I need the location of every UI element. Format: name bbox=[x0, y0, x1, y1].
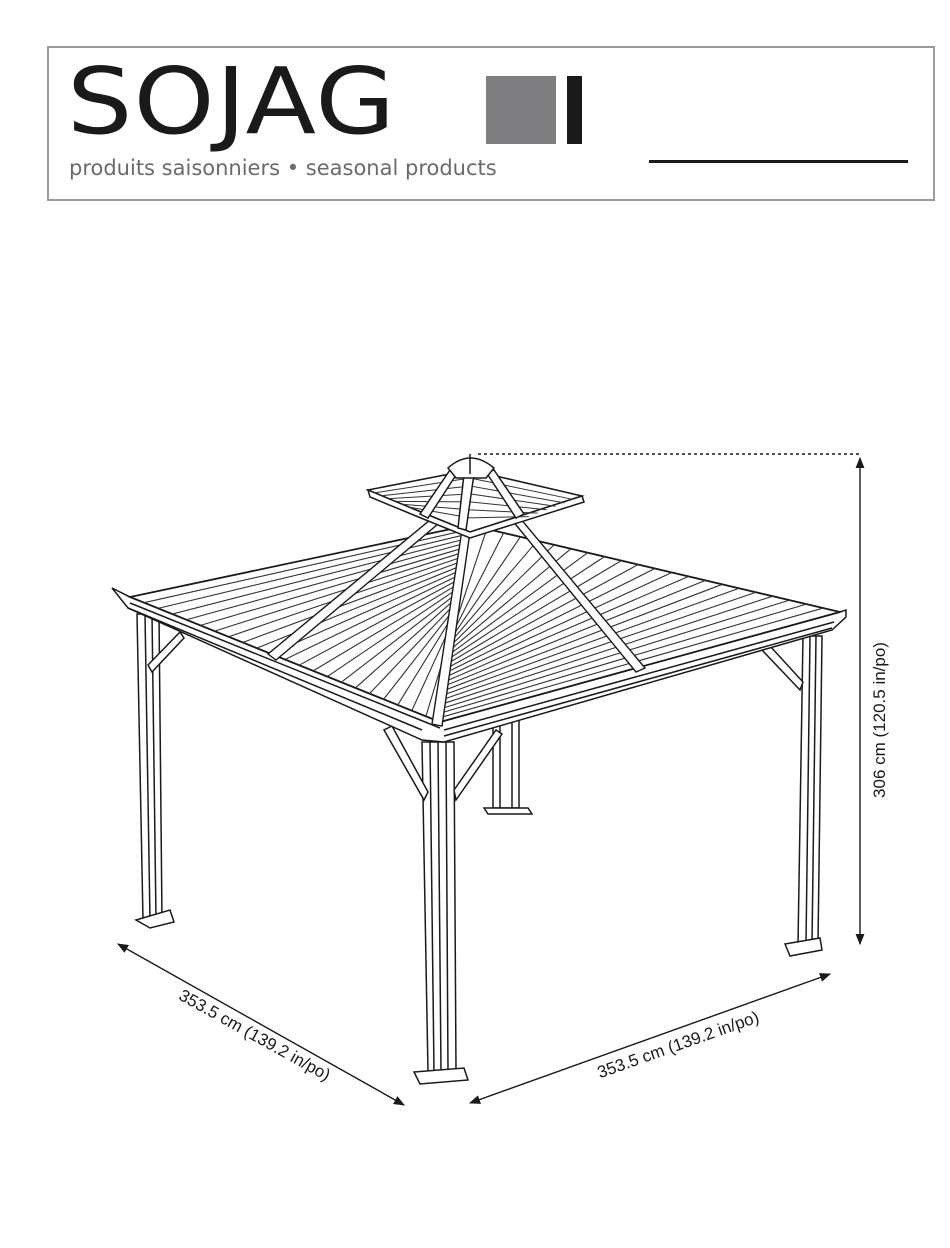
gazebo-main-roof bbox=[130, 518, 840, 726]
gazebo-upper-roof bbox=[368, 454, 584, 538]
width-dimension-label: 353.5 cm (139.2 in/po) bbox=[594, 1007, 762, 1083]
gazebo-back-post bbox=[484, 720, 532, 814]
gazebo-left-post bbox=[136, 614, 184, 928]
brand-tagline: produits saisonniers • seasonal products bbox=[69, 156, 497, 180]
height-dimension-label: 306 cm (120.5 in/po) bbox=[870, 642, 889, 798]
gazebo-front-post bbox=[384, 726, 502, 1084]
brand-logo-text: SOJAG bbox=[67, 48, 397, 155]
gazebo-right-post bbox=[762, 636, 822, 956]
depth-dimension-label: 353.5 cm (139.2 in/po) bbox=[175, 985, 334, 1085]
